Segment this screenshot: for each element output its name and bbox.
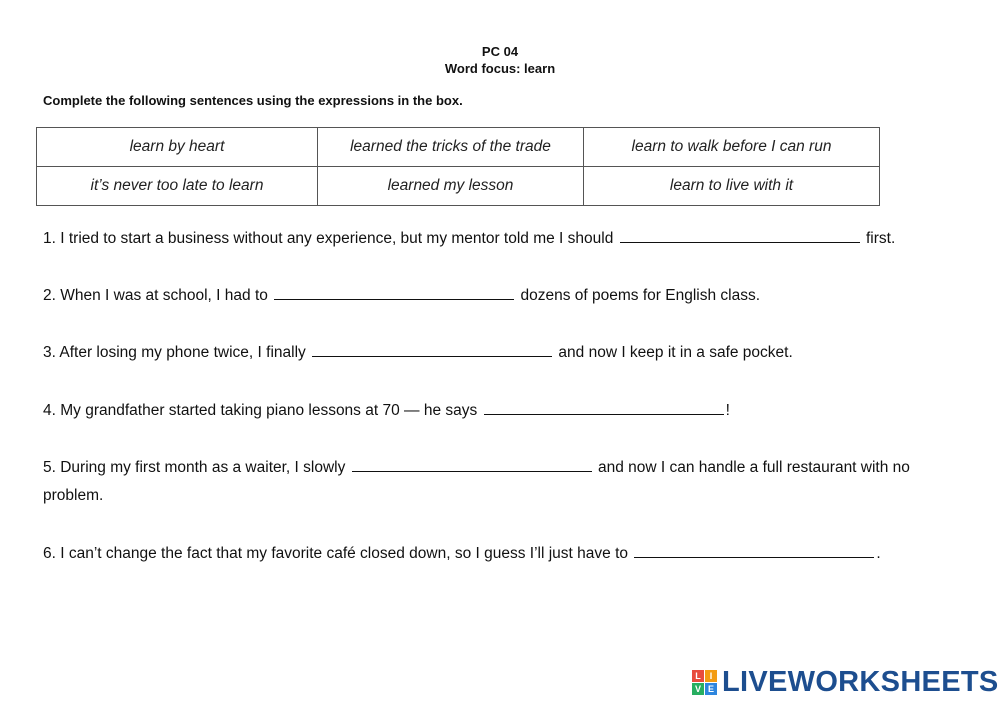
instructions: Complete the following sentences using the expressions in the box. xyxy=(43,93,463,108)
question-5 xyxy=(43,454,973,510)
logo-icon-tile: V xyxy=(692,683,704,695)
logo-icon xyxy=(692,670,717,695)
question-text: 3. After losing my phone twice, I finally xyxy=(43,344,306,361)
question-2 xyxy=(43,282,973,310)
question-text-end: and now I can handle a full restaurant with no problem. xyxy=(43,459,910,504)
expressions-row xyxy=(37,167,880,206)
logo-icon-tile: L xyxy=(692,670,704,682)
expression-cell: learn to walk before I can run xyxy=(584,128,880,167)
logo-icon-tile: I xyxy=(705,670,717,682)
expression-cell: it’s never too late to learn xyxy=(37,167,318,206)
question-text-end: dozens of poems for English class. xyxy=(520,287,761,304)
question-4 xyxy=(43,397,973,425)
question-1 xyxy=(43,225,973,253)
answer-blank-4[interactable] xyxy=(484,398,724,415)
question-text: 5. During my first month as a waiter, I slowly xyxy=(43,459,346,476)
liveworksheets-logo xyxy=(692,664,999,700)
logo-text: LIVEWORKSHEETS xyxy=(722,665,999,698)
question-text-end: and now I keep it in a safe pocket. xyxy=(558,344,793,361)
expressions-box xyxy=(36,127,880,206)
expression-cell: learned the tricks of the trade xyxy=(318,128,584,167)
expressions-row xyxy=(37,128,880,167)
expression-cell: learned my lesson xyxy=(318,167,584,206)
expression-cell: learn to live with it xyxy=(584,167,880,206)
worksheet-title: Word focus: learn xyxy=(444,61,556,76)
question-text: 2. When I was at school, I had to xyxy=(43,287,268,304)
expression-cell: learn by heart xyxy=(37,128,318,167)
answer-blank-1[interactable] xyxy=(620,226,860,243)
question-text-end: first. xyxy=(865,230,896,247)
question-text: 4. My grandfather started taking piano lessons at 70 — he says xyxy=(43,402,478,419)
answer-blank-3[interactable] xyxy=(312,340,552,357)
question-text-end: ! xyxy=(725,402,730,419)
question-text: 6. I can’t change the fact that my favorite café closed down, so I guess I’ll just have to xyxy=(43,545,629,562)
question-6 xyxy=(43,540,973,568)
answer-blank-6[interactable] xyxy=(634,541,874,558)
answer-blank-5[interactable] xyxy=(352,455,592,472)
answer-blank-2[interactable] xyxy=(274,283,514,300)
worksheet-code: PC 04 xyxy=(481,44,519,59)
question-text: 1. I tried to start a business without any experience, but my mentor told me I should xyxy=(43,230,614,247)
logo-icon-tile: E xyxy=(705,683,717,695)
question-3 xyxy=(43,339,973,367)
question-text-end: . xyxy=(876,545,881,562)
